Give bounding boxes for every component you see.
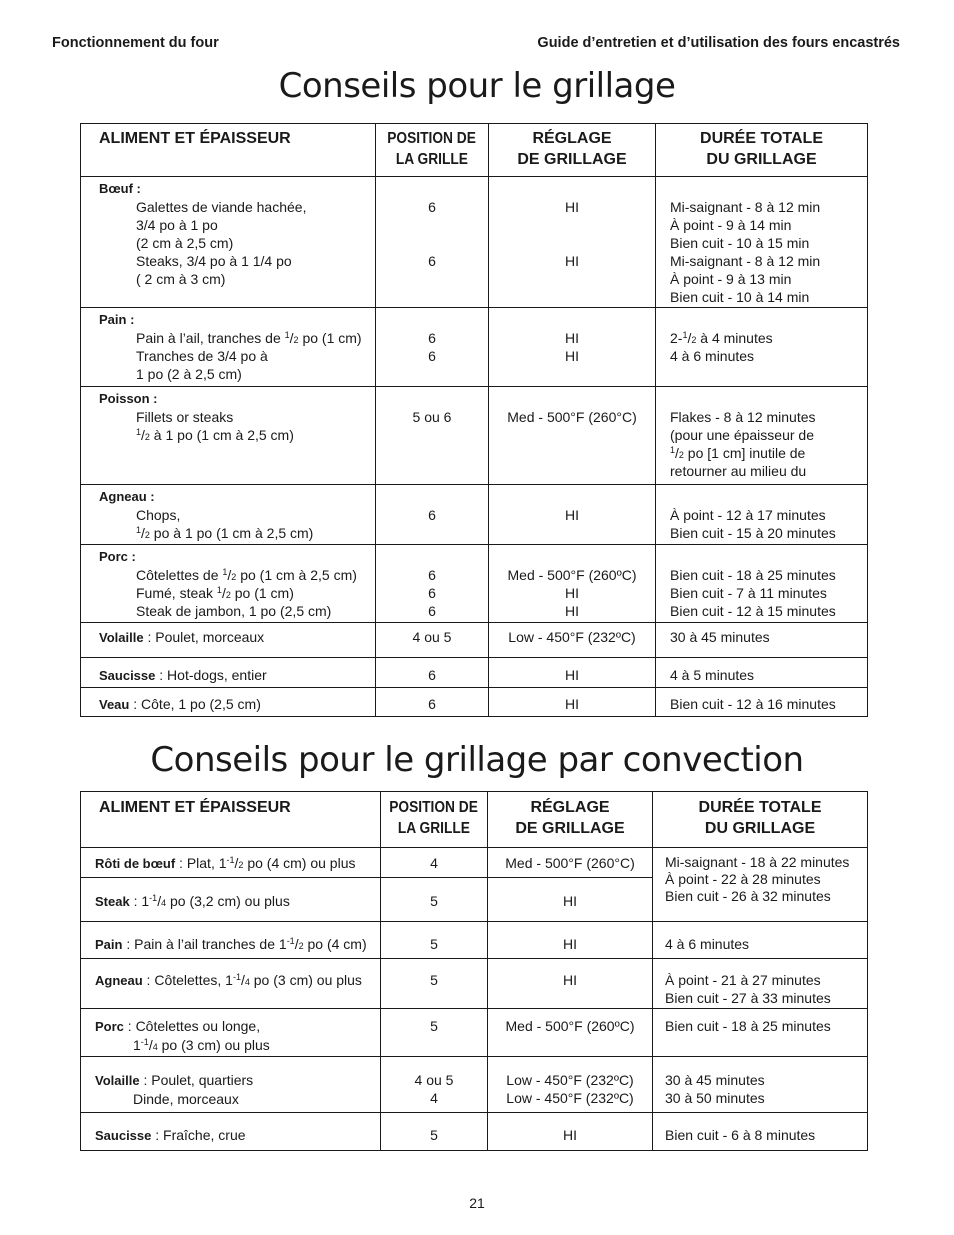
category-label: Veau [99, 697, 130, 712]
food-cell: Bœuf : Galettes de viande hachée, 3/4 po à 1 po (2 cm à 2,5 cm) Steaks, 3/4 po à 1 1/4 po ( 2 cm à 3 cm) [81, 177, 376, 308]
category-label: Pain [95, 937, 123, 952]
duration-cell: Bien cuit - 6 à 8 minutes [653, 1113, 868, 1151]
grill-table [80, 123, 868, 717]
table-row [81, 308, 868, 387]
position-cell: 5 ou 6 [376, 387, 489, 485]
duration-cell: À point - 21 à 27 minutes Bien cuit - 27 à 33 minutes [653, 959, 868, 1009]
category-label: Saucisse [99, 668, 156, 683]
setting-cell: HI [489, 688, 656, 717]
table-row [81, 959, 868, 1009]
category-label: Volaille [99, 630, 144, 645]
food-cell: Porc : Côtelettes de $^1$/2 po (1 cm à 2,5 cm) Fumé, steak $^1$/2 po (1 cm) Steak de jambon, 1 po (2,5 cm) [81, 545, 376, 623]
duration-cell: 4 à 6 minutes [653, 922, 868, 959]
col-header-position: POSITION DE LA GRILLE [381, 792, 488, 848]
setting-cell: HI [488, 959, 653, 1009]
position-cell: 5 [381, 1113, 488, 1151]
position-cell: 6 [376, 658, 489, 688]
food-cell: Pain : Pain à l’ail tranches de $1^{-1}/2$ po (4 cm) [81, 922, 381, 959]
duration-cell: 30 à 45 minutes 30 à 50 minutes [653, 1057, 868, 1113]
setting-cell: Low - 450°F (232ºC) Low - 450°F (232ºC) [488, 1057, 653, 1113]
setting-cell: Med - 500°F (260ºC) HI HI [489, 545, 656, 623]
running-header-left: Fonctionnement du four [52, 35, 219, 51]
convection-title: Conseils pour le grillage par convection [150, 740, 804, 780]
table-row [81, 658, 868, 688]
position-cell: 5 [381, 1009, 488, 1057]
setting-cell: Med - 500°F (260°C) [489, 387, 656, 485]
col-header-duration: DURÉE TOTALE DU GRILLAGE [653, 792, 868, 848]
table-row [81, 922, 868, 959]
duration-cell: Bien cuit - 18 à 25 minutes [653, 1009, 868, 1057]
category-label: Volaille [95, 1073, 140, 1088]
food-cell: Agneau : Côtelettes, $1^{-1}/4$ po (3 cm) ou plus [81, 959, 381, 1009]
category-label: Pain : [99, 312, 135, 327]
food-cell: Saucisse : Hot-dogs, entier [81, 658, 376, 688]
position-cell: 4 [381, 848, 488, 878]
food-cell: Poisson : Fillets or steaks $^1$/2 à 1 po (1 cm à 2,5 cm) [81, 387, 376, 485]
category-label: Agneau [95, 973, 143, 988]
duration-cell: 30 à 45 minutes [656, 623, 868, 658]
setting-cell: HI [488, 922, 653, 959]
position-cell: 6 6 [376, 177, 489, 308]
position-cell: 6 6 [376, 308, 489, 387]
grill-header-row [81, 124, 868, 177]
duration-cell: À point - 12 à 17 minutes Bien cuit - 15 à 20 minutes [656, 485, 868, 545]
position-cell: 6 6 6 [376, 545, 489, 623]
duration-cell: Bien cuit - 18 à 25 minutes Bien cuit - 7 à 11 minutes Bien cuit - 12 à 15 minutes [656, 545, 868, 623]
position-cell: 6 [376, 688, 489, 717]
col-header-food: ALIMENT ET ÉPAISSEUR [81, 124, 376, 177]
duration-cell: 4 à 5 minutes [656, 658, 868, 688]
duration-cell: Mi-saignant - 8 à 12 min À point - 9 à 14 min Bien cuit - 10 à 15 min Mi-saignant - 8 à 12 min À point - 9 à 13 min Bien cuit - 10 à 14 min [656, 177, 868, 308]
setting-cell: HI [488, 1113, 653, 1151]
category-label: Poisson : [99, 391, 158, 406]
grill-title: Conseils pour le grillage [278, 66, 676, 106]
food-cell: Pain : Pain à l’ail, tranches de $^1$/2 po (1 cm) Tranches de 3/4 po à 1 po (2 à 2,5 cm) [81, 308, 376, 387]
col-header-food: ALIMENT ET ÉPAISSEUR [81, 792, 381, 848]
table-row [81, 1057, 868, 1113]
setting-cell: HI [488, 878, 653, 922]
setting-cell: HI HI [489, 308, 656, 387]
category-label: Saucisse [95, 1128, 152, 1143]
position-cell: 5 [381, 959, 488, 1009]
category-label: Porc : [99, 549, 136, 564]
col-header-position: POSITION DE LA GRILLE [376, 124, 489, 177]
duration-cell: 2-$^1$/2 à 4 minutes 4 à 6 minutes [656, 308, 868, 387]
category-label: Steak [95, 894, 130, 909]
table-row [81, 623, 868, 658]
table-row [81, 848, 868, 878]
setting-cell: Low - 450°F (232ºC) [489, 623, 656, 658]
food-cell: Agneau : Chops, $^1$/2 po à 1 po (1 cm à 2,5 cm) [81, 485, 376, 545]
category-label: Agneau : [99, 489, 155, 504]
convection-table [80, 791, 868, 1151]
convection-header-row [81, 792, 868, 848]
food-cell: Rôti de bœuf : Plat, $1^{-1}/2$ po (4 cm) ou plus [81, 848, 381, 878]
table-row [81, 1009, 868, 1057]
table-row [81, 387, 868, 485]
table-row [81, 688, 868, 717]
food-cell: Volaille : Poulet, morceaux [81, 623, 376, 658]
category-label: Rôti de bœuf [95, 856, 176, 871]
table-row [81, 545, 868, 623]
food-cell: Steak : $1^{-1}/4$ po (3,2 cm) ou plus [81, 878, 381, 922]
setting-cell: Med - 500°F (260ºC) [488, 1009, 653, 1057]
running-header-right: Guide d’entretien et d’utilisation des fours encastrés [537, 35, 900, 51]
page-number: 21 [469, 1195, 485, 1211]
setting-cell: HI HI [489, 177, 656, 308]
col-header-duration: DURÉE TOTALE DU GRILLAGE [656, 124, 868, 177]
position-cell: 6 [376, 485, 489, 545]
food-cell: Veau : Côte, 1 po (2,5 cm) [81, 688, 376, 717]
position-cell: 5 [381, 878, 488, 922]
position-cell: 5 [381, 922, 488, 959]
position-cell: 4 ou 5 [376, 623, 489, 658]
table-row [81, 1113, 868, 1151]
category-label: Bœuf : [99, 181, 141, 196]
setting-cell: HI [489, 485, 656, 545]
duration-cell: Flakes - 8 à 12 minutes (pour une épaisseur de $^1$/2 po [1 cm] inutile de retourner au milieu du [656, 387, 868, 485]
category-label: Porc [95, 1019, 124, 1034]
duration-cell: Mi-saignant - 18 à 22 minutes À point - 22 à 28 minutes Bien cuit - 26 à 32 minutes [653, 848, 868, 922]
position-cell: 4 ou 5 4 [381, 1057, 488, 1113]
duration-cell: Bien cuit - 12 à 16 minutes [656, 688, 868, 717]
food-cell: Porc : Côtelettes ou longe, $1^{-1}/4$ po (3 cm) ou plus [81, 1009, 381, 1057]
setting-cell: Med - 500°F (260°C) [488, 848, 653, 878]
col-header-setting: RÉGLAGE DE GRILLAGE [489, 124, 656, 177]
table-row [81, 485, 868, 545]
col-header-setting: RÉGLAGE DE GRILLAGE [488, 792, 653, 848]
food-cell: Volaille : Poulet, quartiers Dinde, morceaux [81, 1057, 381, 1113]
table-row [81, 177, 868, 308]
setting-cell: HI [489, 658, 656, 688]
food-cell: Saucisse : Fraîche, crue [81, 1113, 381, 1151]
